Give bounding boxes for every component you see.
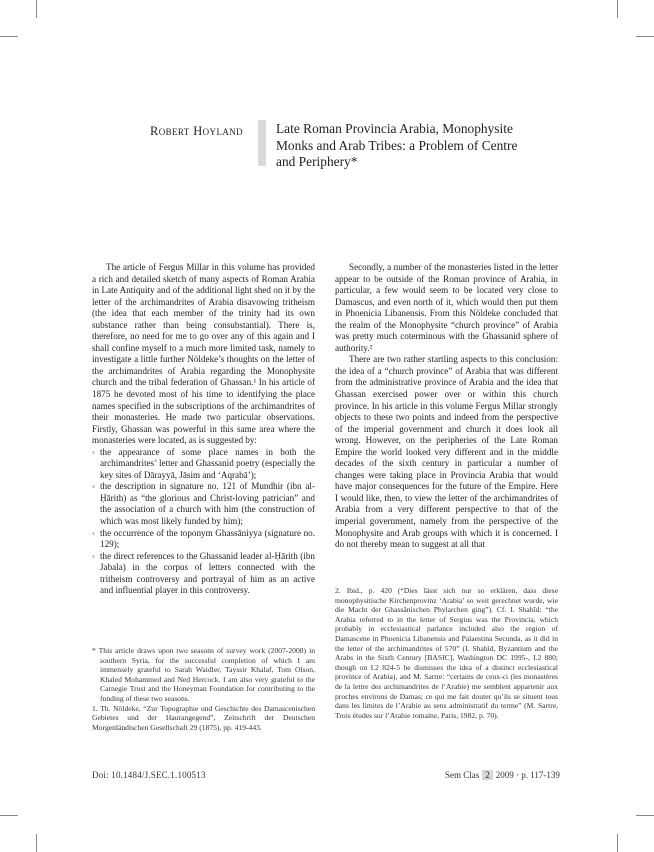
- crop-mark: [636, 36, 654, 37]
- crop-mark: [636, 815, 654, 816]
- left-column: [92, 262, 315, 597]
- crop-mark: [617, 834, 618, 852]
- bullet-item: ◦ the direct references to the Ghassanid leader al-Ḥārith (ibn Jabala) in the corpus of letters connected with the tritheism controversy and portrayal of him as an active and influential player in this controversy.: [92, 551, 315, 597]
- crop-mark: [0, 815, 18, 816]
- body-paragraph: There are two rather startling aspects to this conclusion: the idea of a “church province” of Arabia that was different from the administrative province of Arabia and the idea that Ghassan exercised power over or within this church province. In his article in this volume Fergus Millar strongly objects to these two points and indeed from the perspective of the imperial government and church it does look all wrong. However, on the peripheries of the Late Roman Empire the world looked very different and in the middle decades of the sixth century in particular a number of changes were taking place in Provincia Arabia that would have major consequences for the future of the Empire. Here I would like, then, to view the letter of the archimandrites of Arabia from a very different perspective to that of the imperial government, namely from the perspective of the Monophysite and Arab groups with which it is concerned. I do not thereby mean to suggest at all that: [335, 354, 558, 550]
- crop-mark: [36, 0, 37, 18]
- year-pages: 2009 · p. 117-139: [495, 770, 560, 780]
- crop-mark: [36, 834, 37, 852]
- right-column: [335, 262, 558, 551]
- footnotes-left: [92, 646, 315, 732]
- body-paragraph: The article of Fergus Millar in this volume has provided a rich and detailed sketch of many aspects of Roman Arabia in Late Antiquity and of the additional light shed on it by the letter of the archimandrites of Arabia disavowing tritheism (the idea that each member of the trinity had its own substance rather than being consubstantial). There is, therefore, no need for me to go over any of this again and I shall confine myself to a much more limited task, namely to investigate a little further Nöldeke’s thoughts on the letter of the archimandrites of Arabia regarding the Monophysite church and the tribal federation of Ghassan.¹ In his article of 1875 he devoted most of his time to identifying the place names specified in the subscriptions of the archimandrites of their monasteries. He made two particular observations. Firstly, Ghassan was powerful in this same area where the monasteries were located, as is suggested by:: [92, 262, 315, 446]
- footnote-1: 1. Th. Nöldeke, “Zur Topographie und Geschichte des Damascenischen Gebietes und der Haurangegend”, Zeitschrift der Deutschen Morgenländischen Gesellschaft 29 (1875), pp. 419-443.: [92, 703, 315, 732]
- crop-mark: [0, 36, 18, 37]
- footnote-acknowledgement: * This article draws upon two seasons of survey work (2007-2008) in southern Syria, for the successful completion of which I am immensely grateful to Sarah Waidler, Tayssir Khalaf, Tom Olson, Khaled Mohammed and Ned Hercock. I am also very grateful to the Carnegie Trust and the Honeyman Foundation for contributing to the funding of these two seasons.: [92, 646, 315, 703]
- body-paragraph: Secondly, a number of the monasteries listed in the letter appear to be outside of the Roman province of Arabia, in particular, a few would seem to be located very close to Damascus, and even north of it, which would then put them in Phoenicia Libanensis. From this Nöldeke concluded that the realm of the Monophysite “church province” of Arabia was pretty much coterminous with the Ghassanid sphere of authority.²: [335, 262, 558, 353]
- bullet-item: ◦ the occurrence of the toponym Ghassāniyya (signature no. 129);: [92, 528, 315, 551]
- footnote-2: 2. Ibid., p. 420 (“Dies lässt sich nur so erklären, dass diese monophysitische Kirchenprovinz ‘Arabia’ so weit gerechnet wurde, wie die Macht der Ghassânischen Phylarchen ging”). Cf. I. Shahîd: “the Arabia referred to in the letter of Sergius was the Provincia, which probably in ecclesiastical parlance included also the region of Damascene in Phoenicia Libanensis and Palaestina Secunda, as it did in the letter of the archimandrites of 570” (I. Shahîd, Byzantium and the Arabs in the Sixth Century [BASIC], Washington DC 1995-, I.2 880; though on I.2 824-5 he dismisses the idea of a distinct ecclesiastical province of Arabia), and M. Sartre: “certains de ceux-ci (les monastères de la lettre des archimandrites de l’Arabie) me semblent appartenir aux proches environs de Damas; ce qui me fait douter qu’ils se situent tous dans les limites de l’Arabie au sens administratif du terme” (M. Sartre, Trois études sur l’Arabie romaine, Paris, 1982, p. 70).: [335, 586, 558, 720]
- bullet-list: [92, 447, 315, 597]
- page-number: 2: [482, 770, 493, 780]
- crop-mark: [617, 0, 618, 18]
- journal-footer: [445, 770, 560, 780]
- bullet-item: ◦ the appearance of some place names in both the archimandrites’ letter and Ghassanid poetry (especially the key sites of Dārayyā, Jāsim and ‘Aqrabā’);: [92, 447, 315, 482]
- article-title: Late Roman Provincia Arabia, Monophysite Monks and Arab Tribes: a Problem of Centre and Periphery*: [276, 121, 518, 169]
- footnotes-right: [335, 586, 558, 720]
- title-accent-bar: [258, 120, 266, 166]
- bullet-item: ◦ the description in signature no. 121 of Mundhir (ibn al-Ḥārith) as “the glorious and Christ-loving patrician” and the association of a church with him (the construction of which was most likely funded by him);: [92, 481, 315, 527]
- journal-name: Sem Clas: [445, 770, 480, 780]
- author-name: Robert Hoyland: [150, 124, 244, 138]
- doi-line: Doi: 10.1484/J.SEC.1.100513: [92, 770, 206, 780]
